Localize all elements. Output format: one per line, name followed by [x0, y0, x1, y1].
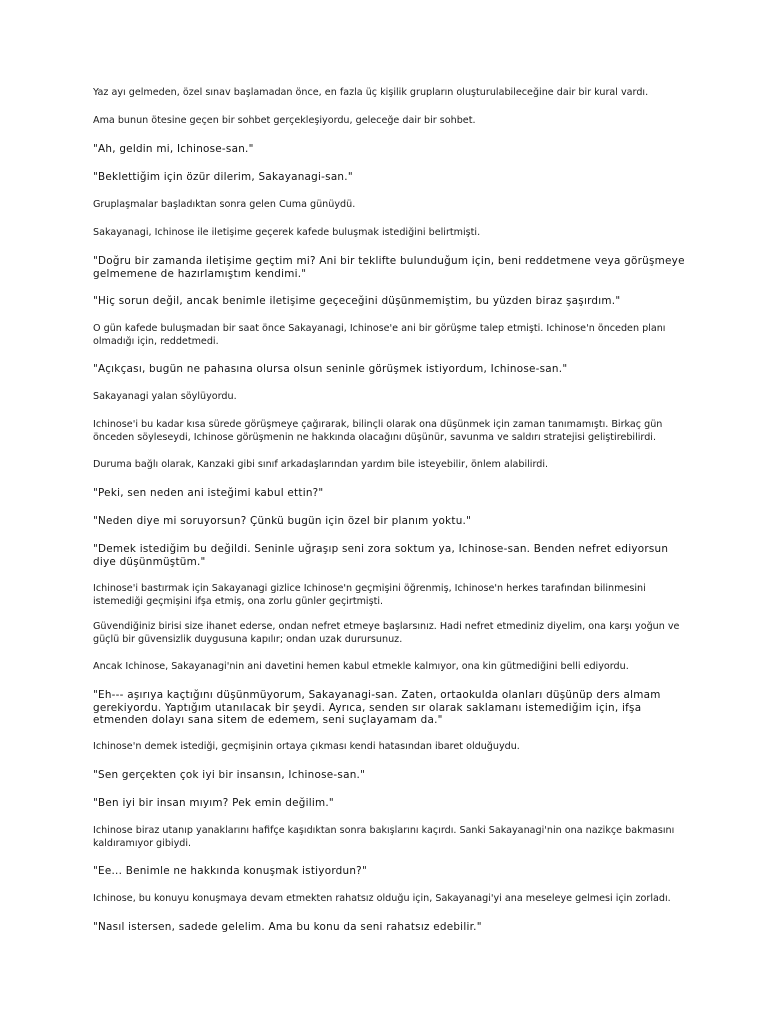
dialogue-line: "Nasıl istersen, sadede gelelim. Ama bu konu da seni rahatsız edebilir.": [93, 921, 482, 933]
paragraph: Yaz ayı gelmeden, özel sınav başlamadan önce, en fazla üç kişilik grupların oluşturulabileceğine dair bir kural vardı.: [93, 87, 649, 98]
dialogue-line: "Açıkçası, bugün ne pahasına olursa olsun seninle görüşmek istiyordum, Ichinose-san.": [93, 363, 568, 375]
paragraph: Sakayanagi yalan söylüyordu.: [93, 391, 237, 402]
paragraph: Güvendiğiniz birisi size ihanet ederse, ondan nefret etmeye başlarsınız. Hadi nefret etmediniz diyelim, ona karşı yoğun ve güçlü bir güvensizlik duygusuna kapılır; ondan uzak durursunuz.: [93, 621, 680, 645]
dialogue-line: "Sen gerçekten çok iyi bir insansın, Ichinose-san.": [93, 769, 366, 781]
paragraph: Ama bunun ötesine geçen bir sohbet gerçekleşiyordu, geleceğe dair bir sohbet.: [93, 115, 476, 126]
paragraph: Gruplaşmalar başladıktan sonra gelen Cuma günüydü.: [93, 199, 356, 210]
dialogue-line: "Beklettiğim için özür dilerim, Sakayanagi-san.": [93, 171, 353, 183]
dialogue-line: "Ben iyi bir insan mıyım? Pek emin değilim.": [93, 797, 334, 809]
paragraph: Ichinose'n demek istediği, geçmişinin ortaya çıkması kendi hatasından ibaret olduğuydu.: [93, 741, 520, 752]
paragraph: Ichinose'i bu kadar kısa sürede görüşmeye çağırarak, bilinçli olarak ona düşünmek için zaman tanımamıştı. Birkaç gün önceden söyleseydi, Ichinose görüşmenin ne hakkında olacağını düşünür, savunma ve saldırı stratejisi geliştirebilirdi.: [93, 419, 663, 443]
dialogue-line: "Neden diye mi soruyorsun? Çünkü bugün için özel bir planım yoktu.": [93, 515, 472, 527]
paragraph: Ichinose, bu konuyu konuşmaya devam etmekten rahatsız olduğu için, Sakayanagi'yi ana meseleye gelmesi için zorladı.: [93, 893, 671, 904]
dialogue-line: "Doğru bir zamanda iletişime geçtim mi? Ani bir teklifte bulunduğum için, beni reddetmene veya görüşmeye gelmemene de hazırlamıştım kendimi.": [93, 255, 685, 280]
paragraph: Ichinose'i bastırmak için Sakayanagi gizlice Ichinose'n geçmişini öğrenmiş, Ichinose'n herkes tarafından bilinmesini istemediği geçmişini ifşa etmiş, ona zorlu günler geçirtmişti.: [93, 583, 646, 607]
dialogue-line: "Demek istediğim bu değildi. Seninle uğraşıp seni zora soktum ya, Ichinose-san. Benden nefret ediyorsun diye düşünmüştüm.": [93, 543, 669, 568]
dialogue-line: "Eh--- aşırıya kaçtığını düşünmüyorum, Sakayanagi-san. Zaten, ortaokulda olanları düşünüp ders almam gerekiyordu. Yaptığım utanılacak bir şeydi. Ayrıca, senden sır olarak saklamanı istemediğim için, ifşa etmenden dolayı sana sitem de edemem, seni suçlayamam da.": [93, 689, 661, 726]
dialogue-line: "Ee... Benimle ne hakkında konuşmak istiyordun?": [93, 865, 367, 877]
dialogue-line: "Peki, sen neden ani isteğimi kabul ettin?": [93, 487, 324, 499]
dialogue-line: "Ah, geldin mi, Ichinose-san.": [93, 143, 254, 155]
paragraph: Ichinose biraz utanıp yanaklarını hafifçe kaşıdıktan sonra bakışlarını kaçırdı. Sanki Sakayanagi'nin ona nazikçe bakmasını kaldıramıyor gibiydi.: [93, 825, 675, 849]
paragraph: Duruma bağlı olarak, Kanzaki gibi sınıf arkadaşlarından yardım bile isteyebilir, önlem alabilirdi.: [93, 459, 549, 470]
paragraph: Sakayanagi, Ichinose ile iletişime geçerek kafede buluşmak istediğini belirtmişti.: [93, 227, 481, 238]
paragraph: Ancak Ichinose, Sakayanagi'nin ani davetini hemen kabul etmekle kalmıyor, ona kin gütmediğini belli ediyordu.: [93, 661, 629, 672]
paragraph: O gün kafede buluşmadan bir saat önce Sakayanagi, Ichinose'e ani bir görüşme talep etmişti. Ichinose'n önceden planı olmadığı için, reddetmedi.: [93, 323, 666, 347]
dialogue-line: "Hiç sorun değil, ancak benimle iletişime geçeceğini düşünmemiştim, bu yüzden biraz şaşırdım.": [93, 295, 621, 307]
